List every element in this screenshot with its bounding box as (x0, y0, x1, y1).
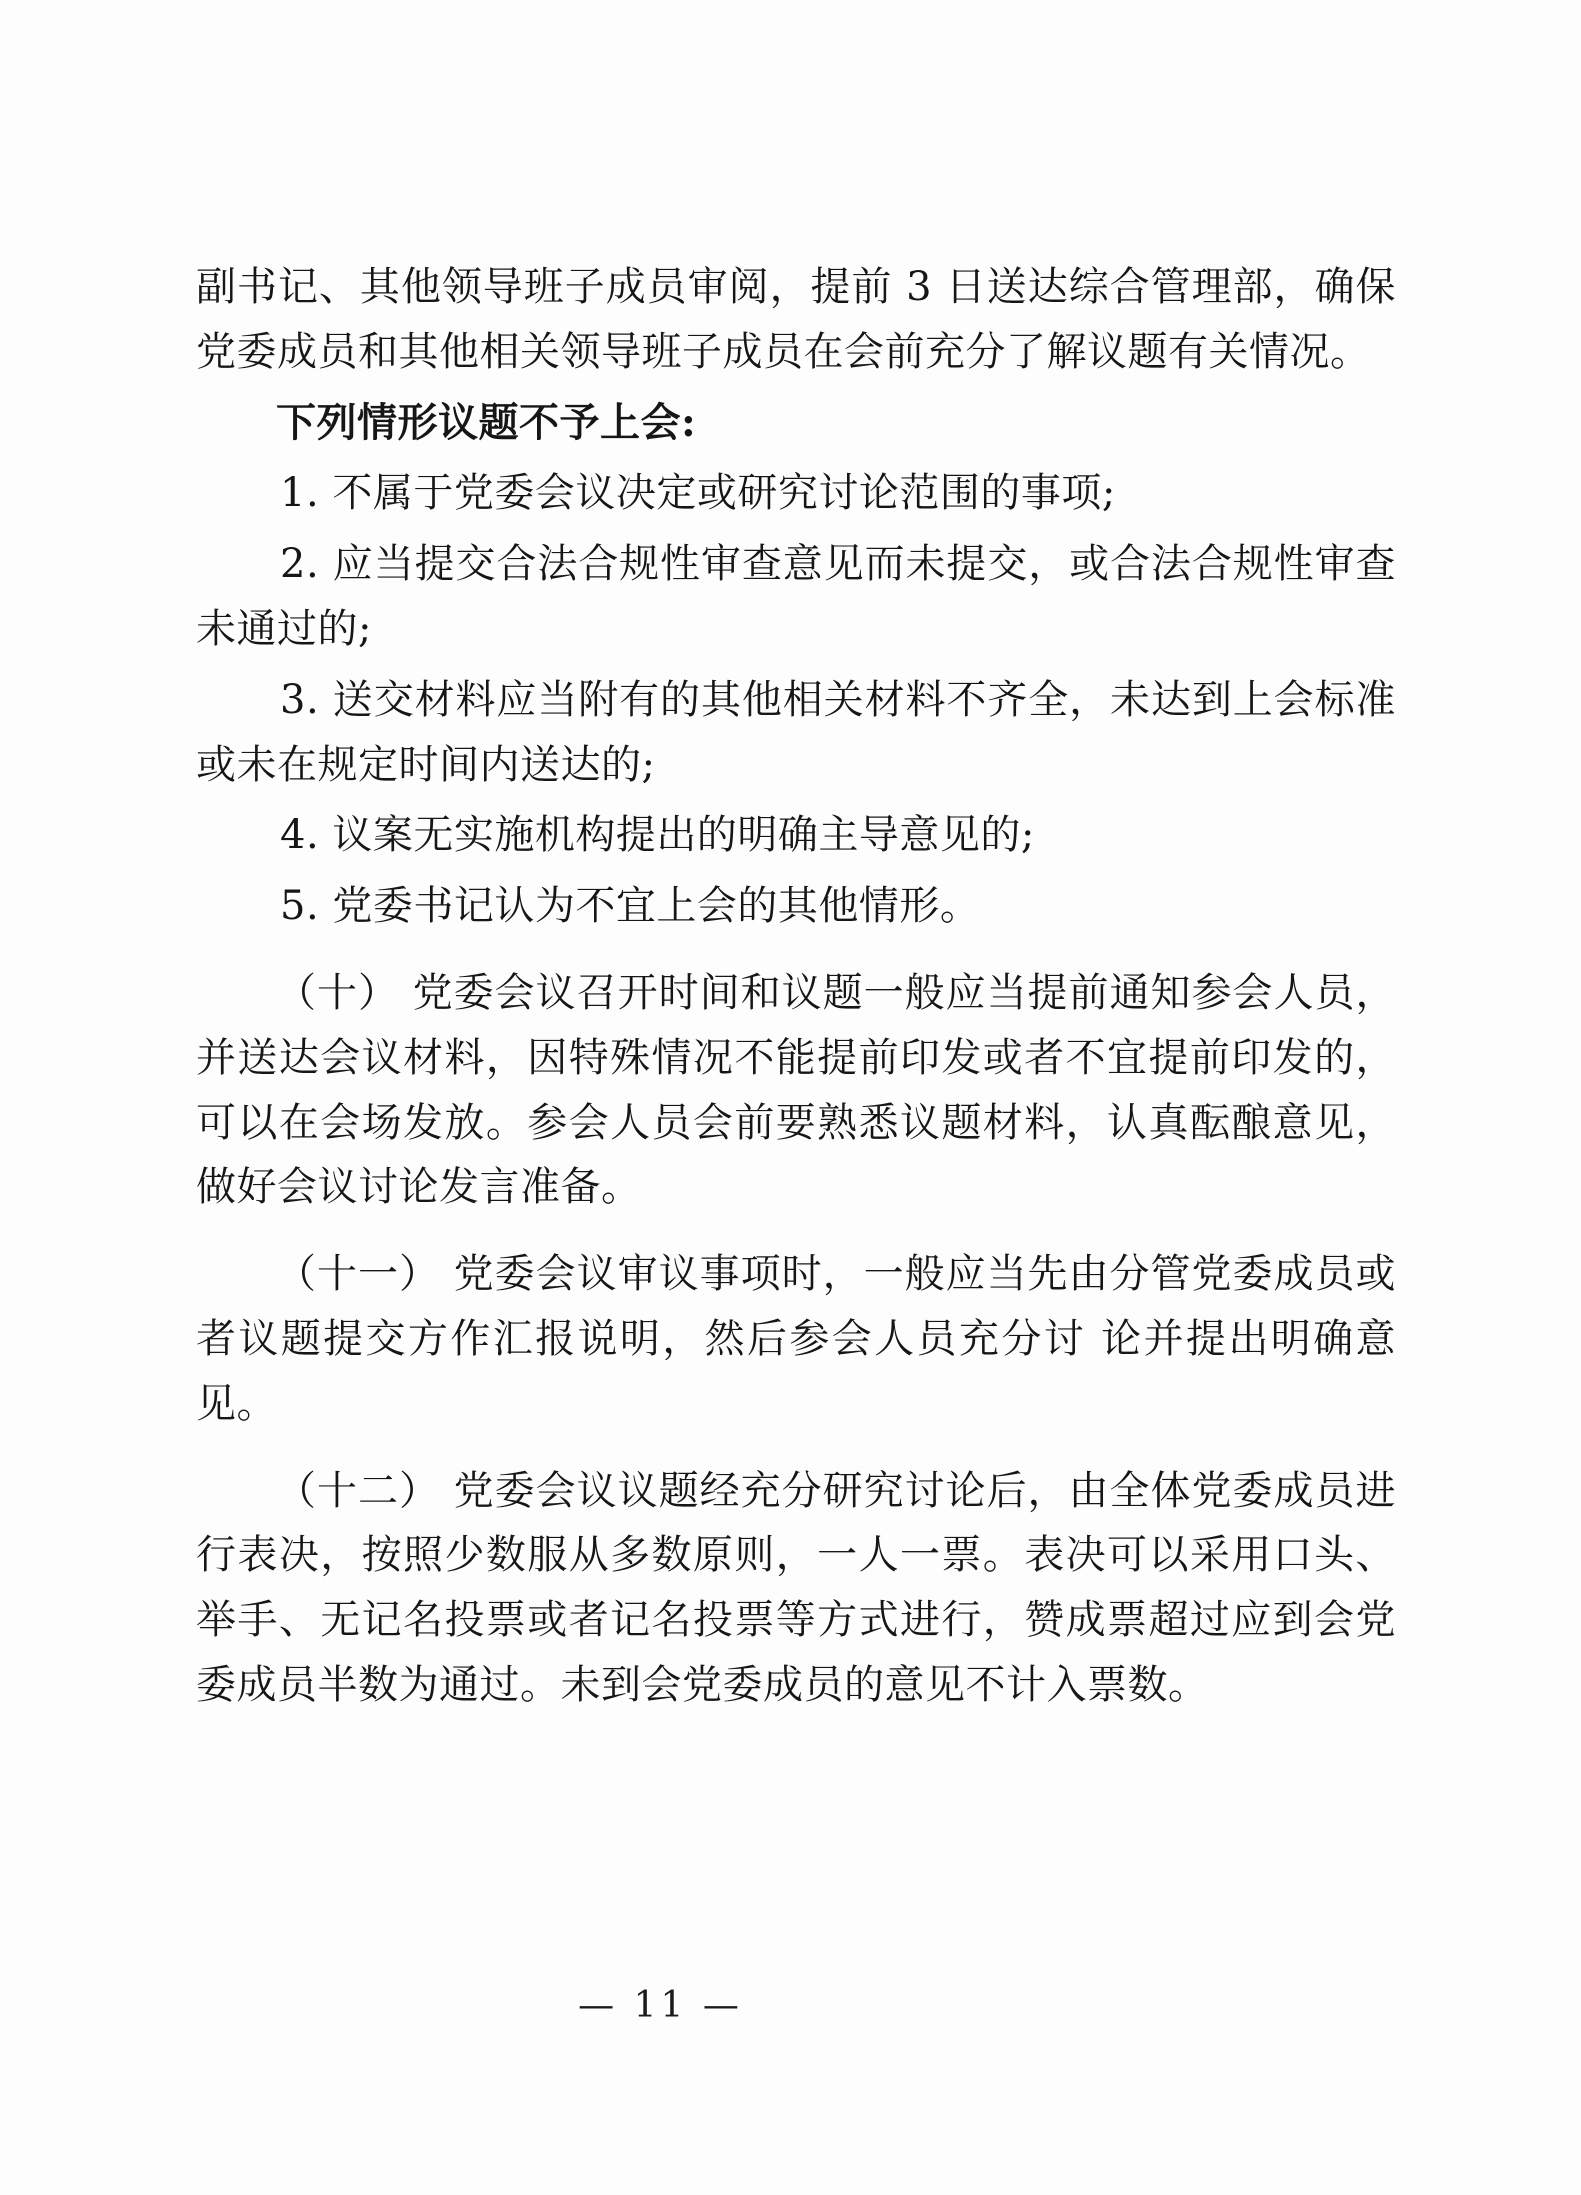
document-body (196, 255, 1396, 1724)
paragraph-item-3: 3. 送交材料应当附有的其他相关材料不齐全，未达到上会标准或未在规定时间内送达的; (196, 676, 1396, 788)
paragraph-item-4: 4. 议案无实施机构提出的明确主导意见的; (280, 812, 1035, 859)
paragraph-item-10: （十） 党委会议召开时间和议题一般应当提前通知参会人员，并送达会议材料，因特殊情况不能提前印发或者不宜提前印发的，可以在会场发放。参会人员会前要熟悉议题材料，认真酝酿意见，做好会议讨论发言准备。 (196, 969, 1396, 1211)
paragraph-heading-not-submitted: 下列情形议题不予上会: (276, 398, 697, 446)
page-number: — 11 — (578, 1985, 743, 2026)
paragraph-item-11: （十一） 党委会议审议事项时，一般应当先由分管党委成员或者议题提交方作汇报说明，然后参会人员充分讨 论并提出明确意见。 (196, 1251, 1396, 1427)
paragraph-item-1: 1. 不属于党委会议决定或研究讨论范围的事项; (280, 470, 1116, 517)
paragraph-item-2: 2. 应当提交合法合规性审查意见而未提交，或合法合规性审查未通过的; (196, 541, 1396, 652)
paragraph-continued-intro: 副书记、其他领导班子成员审阅，提前 3 日送达综合管理部，确保党委成员和其他相关领导班子成员在会前充分了解议题有关情况。 (196, 264, 1396, 375)
paragraph-item-5: 5. 党委书记认为不宜上会的其他情形。 (280, 883, 981, 930)
paragraph-item-12: （十二） 党委会议议题经充分研究讨论后，由全体党委成员进行表决，按照少数服从多数原则，一人一票。表决可以采用口头、举手、无记名投票或者记名投票等方式进行，赞成票超过应到会党委成员半数为通过。未到会党委成员的意见不计入票数。 (196, 1467, 1396, 1708)
